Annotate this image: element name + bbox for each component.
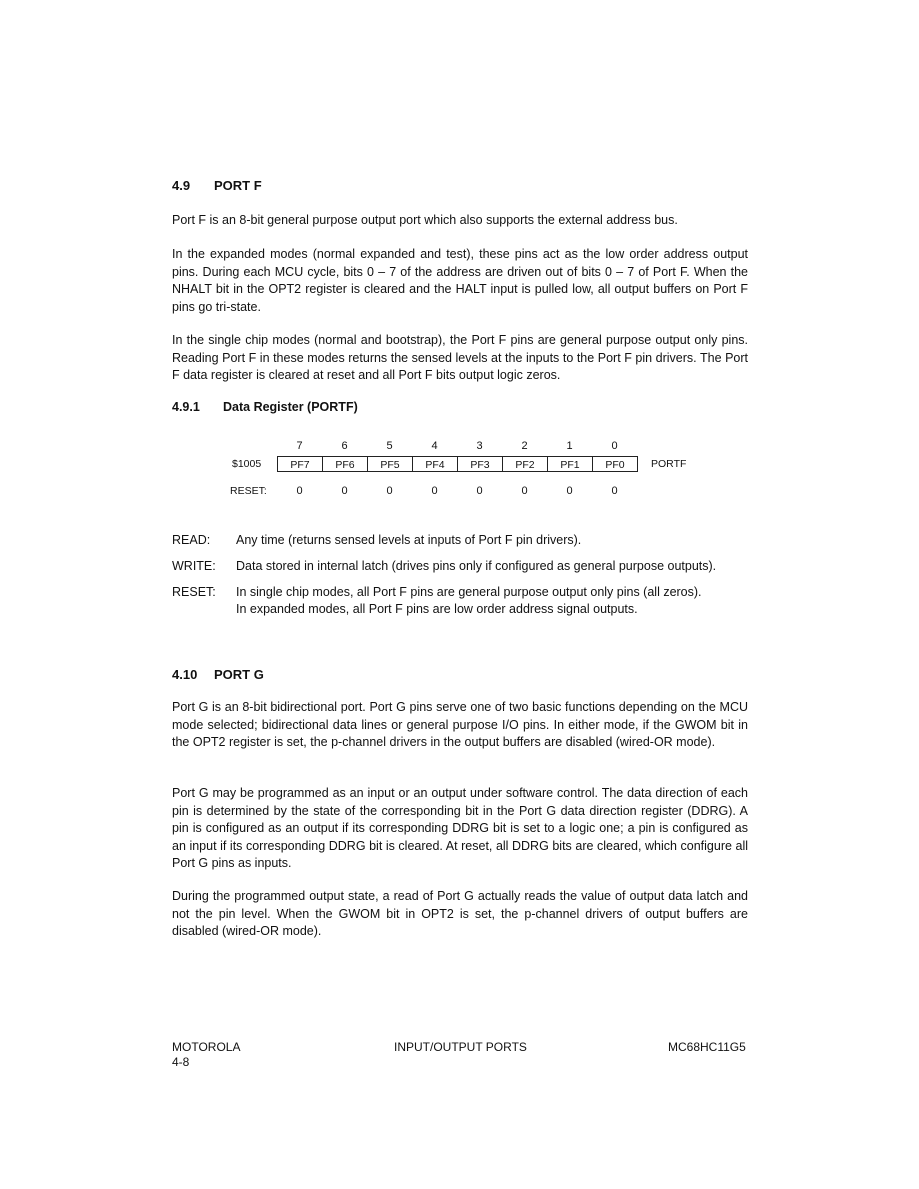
definition-write [172, 558, 748, 576]
reset-value: 0 [566, 485, 573, 497]
reset-value: 0 [521, 485, 528, 497]
register-address: $1005 [232, 458, 262, 470]
section-title: PORT F [214, 178, 262, 193]
bit-number: 1 [566, 440, 573, 452]
section-heading-4-9 [172, 178, 262, 193]
bit-number: 3 [476, 440, 483, 452]
section-number: 4.10 [172, 667, 198, 682]
footer-left: MOTOROLA [172, 1040, 241, 1054]
footer-page-number: 4-8 [172, 1055, 190, 1069]
register-bit-cell: PF0 [592, 456, 638, 472]
register-bit-cell: PF4 [412, 456, 458, 472]
paragraph: In the single chip modes (normal and bootstrap), the Port F pins are general purpose output only pins. Reading Port F in these modes returns the sensed levels at the inputs to the Port F pin drivers. The Port F data register is cleared at reset and all Port F bits output logic zeros. [172, 333, 748, 382]
reset-label: RESET: [230, 485, 267, 497]
reset-value: 0 [386, 485, 393, 497]
footer-center: INPUT/OUTPUT PORTS [394, 1040, 527, 1054]
reset-value: 0 [476, 485, 483, 497]
register-name: PORTF [651, 458, 687, 470]
register-bit-cell: PF6 [322, 456, 368, 472]
definition-term: READ: [172, 533, 211, 547]
definition-desc: Any time (returns sensed levels at inputs of Port F pin drivers). [236, 533, 582, 547]
bit-number: 2 [521, 440, 528, 452]
subsection-number: 4.9.1 [172, 400, 200, 414]
definition-desc: In single chip modes, all Port F pins are general purpose output only pins (all zeros). [236, 585, 702, 599]
register-bit-cell: PF3 [457, 456, 503, 472]
section-title: PORT G [214, 667, 264, 682]
definition-term: WRITE: [172, 559, 216, 573]
bit-number: 5 [386, 440, 393, 452]
paragraph: Port G is an 8-bit bidirectional port. Port G pins serve one of two basic functions depending on the MCU mode selected; bidirectional data lines or general purpose I/O pins. In either mode, if the GWOM bit in the OPT2 register is set, the p-channel drivers in the output buffers are disabled (wired-OR mode). [172, 700, 748, 749]
reset-value: 0 [611, 485, 618, 497]
bit-number: 7 [296, 440, 303, 452]
footer-right: MC68HC11G5 [668, 1040, 746, 1054]
paragraph: Port F is an 8-bit general purpose output port which also supports the external address bus. [172, 213, 678, 227]
definition-read [172, 532, 748, 550]
bit-number: 0 [611, 440, 618, 452]
reset-value: 0 [341, 485, 348, 497]
reset-value: 0 [431, 485, 438, 497]
register-bit-cell: PF1 [547, 456, 593, 472]
definition-desc: In expanded modes, all Port F pins are low order address signal outputs. [236, 602, 638, 616]
paragraph: In the expanded modes (normal expanded and test), these pins act as the low order address output pins. During each MCU cycle, bits 0 – 7 of the address are driven out of bits 0 – 7 of Port F. When the NHALT bit in the OPT2 register is cleared and the HALT input is pulled low, all output buffers on Port F pins go tri-state. [172, 247, 748, 314]
definition-desc: Data stored in internal latch (drives pins only if configured as general purpose outputs). [236, 559, 717, 573]
register-bit-cell: PF5 [367, 456, 413, 472]
definition-reset [172, 584, 748, 620]
subsection-heading-4-9-1 [172, 400, 358, 414]
reset-value: 0 [296, 485, 303, 497]
section-number: 4.9 [172, 178, 191, 193]
paragraph: During the programmed output state, a read of Port G actually reads the value of output data latch and not the pin level. When the GWOM bit in OPT2 is set, the p-channel drivers of output buffers are disabled (wired-OR mode). [172, 889, 748, 938]
section-heading-4-10 [172, 667, 264, 682]
bit-number: 4 [431, 440, 438, 452]
register-bit-cell: PF2 [502, 456, 548, 472]
register-bit-cell: PF7 [277, 456, 323, 472]
subsection-title: Data Register (PORTF) [223, 400, 358, 414]
definition-term: RESET: [172, 585, 216, 599]
bit-number: 6 [341, 440, 348, 452]
paragraph: Port G may be programmed as an input or an output under software control. The data direction of each pin is determined by the state of the corresponding bit in the Port G data direction register (DDRG). A pin is configured as an output if its corresponding DDRG bit is set to a logic one; a pin is configured as an input if its corresponding DDRG bit is cleared. At reset, all DDRG bits are cleared, which configure all Port G pins as inputs. [172, 786, 748, 870]
